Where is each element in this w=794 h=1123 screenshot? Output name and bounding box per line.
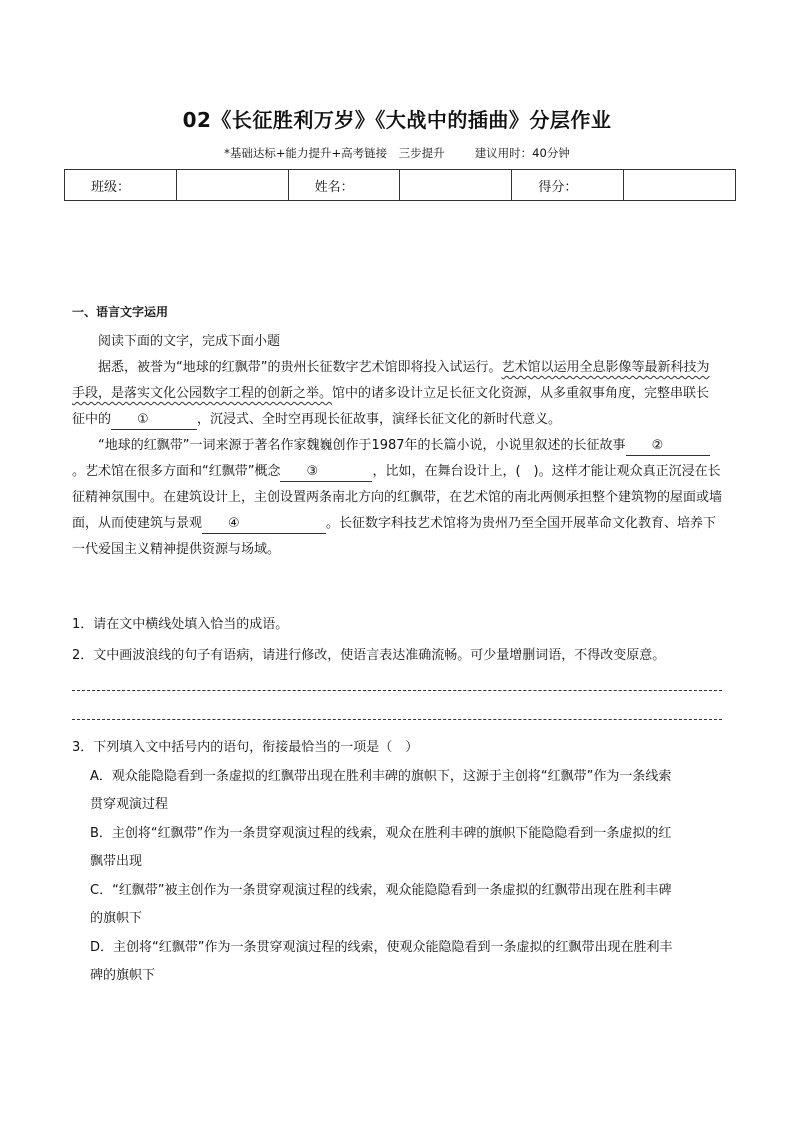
option-c-line-1[interactable]: C．“红飘带”被主创作为一条贯穿观演过程的线索，观众能隐隐看到一条虚拟的红飘带出现在胜利丰碑 [90, 883, 672, 898]
blank-4[interactable] [202, 515, 326, 534]
class-label: 班级： [65, 170, 177, 201]
name-field[interactable] [400, 170, 512, 201]
p1-text-a: 据悉，被誉为“地球的红飘带”的贵州长征数字艺术馆即将投入试运行。 [98, 360, 502, 375]
answer-line-1[interactable] [72, 690, 722, 691]
option-d-line-1[interactable]: D．主创将“红飘带”作为一条贯穿观演过程的线索，使观众能隐隐看到一条虚拟的红飘带出现在胜利丰 [90, 940, 673, 955]
wavy-underlined-sentence: 艺术馆以运用全息影像等最新科技为手段，是落实文化公园数字工程的创新之举。 [72, 360, 710, 401]
student-info-table [64, 169, 736, 201]
option-c-line-2: 的旗帜下 [90, 911, 143, 926]
score-label: 得分： [512, 170, 624, 201]
name-label: 姓名： [288, 170, 400, 201]
question-2: 2．文中画波浪线的句子有语病，请进行修改，使语言表达准确流畅。可少量增删词语，不得改变原意。 [72, 648, 666, 663]
question-1: 1．请在文中横线处填入恰当的成语。 [72, 617, 289, 632]
p2-text-a: “地球的红飘带”一词来源于著名作家魏巍创作于1987年的长篇小说，小说里叙述的长征故事 [98, 438, 626, 453]
blank-3-number: ③ [306, 464, 319, 479]
question-3-stem: 3．下列填入文中括号内的语句，衔接最恰当的一项是（ ） [72, 740, 419, 755]
blank-2[interactable] [626, 437, 710, 456]
option-a-line-1[interactable]: A．观众能隐隐看到一条虚拟的红飘带出现在胜利丰碑的旗帜下，这源于主创将“红飘带”作为一条线索 [90, 769, 672, 784]
score-field[interactable] [624, 170, 736, 201]
answer-line-2[interactable] [72, 719, 722, 720]
option-b-line-1[interactable]: B．主创将“红飘带”作为一条贯穿观演过程的线索，观众在胜利丰碑的旗帜下能隐隐看到一条虚拟的红 [90, 826, 672, 841]
question-3 [72, 735, 722, 989]
passage-intro: 阅读下面的文字，完成下面小题 [98, 334, 281, 349]
blank-1[interactable] [111, 411, 197, 430]
option-d-line-2: 碑的旗帜下 [90, 968, 156, 983]
p2-text-d: 。长征数字科技艺术馆将为贵州乃至全国开展革命文化教育、培养下一代爱国主义精神提供资源与场域。 [72, 516, 717, 557]
option-a-line-2: 贯穿观演过程 [90, 797, 169, 812]
p2-text-b: 。艺术馆在很多方面和“红飘带”概念 [72, 464, 281, 479]
passage-paragraph-1 [72, 355, 722, 433]
subtitle-steps: *基础达标+能力提升+高考链接 三步提升 [224, 146, 445, 160]
blank-4-number: ④ [228, 516, 240, 531]
passage-paragraph-2 [72, 433, 722, 563]
p2-text-c: ，比如，在舞台设计上，( )。这样才能让观众真正沉浸在长征精神氛围中。在建筑设计上，主创设置两条南北方向的红飘带，在艺术馆的南北两侧承担整个建筑物的屋面或墙面，从而使建筑与景观 [72, 464, 723, 531]
page-title: 02《长征胜利万岁》《大战中的插曲》分层作业 [182, 108, 612, 132]
p1-text-b: 馆中的诸多设计立足长征文化资源，从多重叙事角度，完整串联长征中的 [72, 386, 710, 427]
passage [72, 329, 722, 563]
class-field[interactable] [176, 170, 288, 201]
subtitle-time: 建议用时：40分钟 [474, 146, 570, 160]
option-b-line-2: 飘带出现 [90, 854, 143, 869]
blank-3[interactable] [280, 463, 372, 482]
p1-text-c: ，沉浸式、全时空再现长征故事，演绎长征文化的新时代意义。 [197, 412, 562, 427]
section-title: 一、语言文字运用 [72, 305, 169, 319]
blank-2-number: ② [651, 438, 664, 453]
blank-1-number: ① [137, 412, 149, 427]
page-subtitle [0, 145, 794, 161]
